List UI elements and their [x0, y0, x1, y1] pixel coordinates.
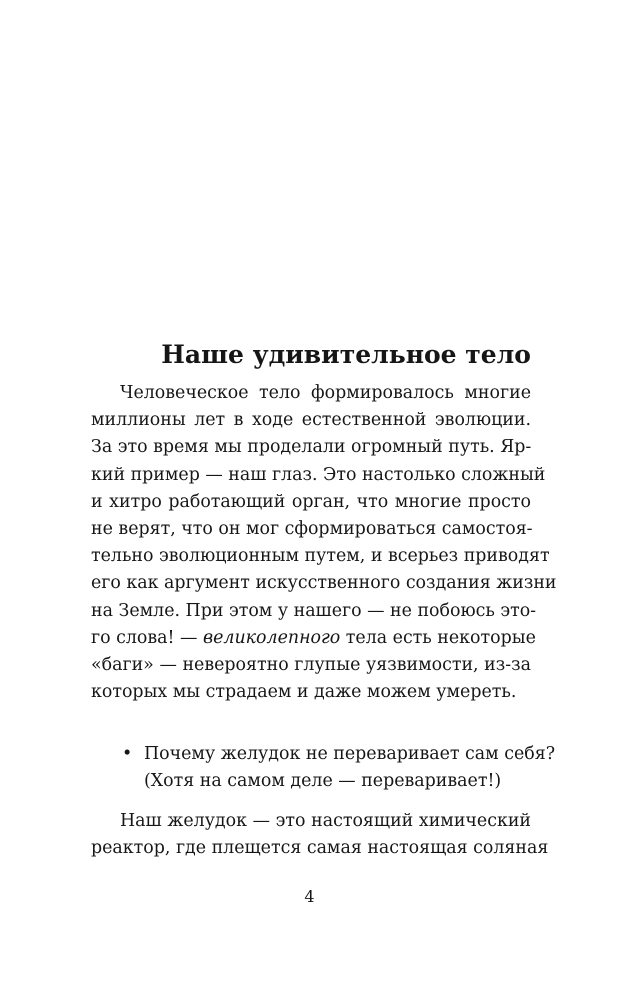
bullet-item	[91, 741, 556, 768]
bullet-item-continuation	[91, 768, 531, 795]
text-segment: го слова! —	[91, 627, 203, 648]
paragraph-stomach	[91, 808, 549, 862]
paragraph-intro	[91, 380, 557, 706]
bullet-marker: •	[122, 744, 133, 764]
text-line: и хитро работающий орган, что многие просто	[91, 491, 531, 512]
bullet-text: (Хотя на самом деле — переваривает!)	[144, 771, 502, 792]
page-number: 4	[304, 887, 315, 906]
chapter-title: Наше удивительное тело	[161, 340, 531, 369]
text-line: его как аргумент искусственного создания жизни	[91, 573, 557, 594]
bullet-text: Почему желудок не переваривает сам себя?	[144, 744, 556, 764]
text-line: которых мы страдаем и даже можем умереть.	[91, 682, 517, 703]
emphasized-word: великолепного	[202, 627, 341, 648]
text-line: Наш желудок — это настоящий химический	[120, 811, 531, 831]
bullet-list	[91, 741, 556, 795]
text-line: миллионы лет в ходе естественной эволюции.	[91, 410, 531, 431]
text-line: не верят, что он мог сформироваться самостоя-	[91, 518, 533, 539]
text-line: на Земле. При этом у нашего — не побоюсь это-	[91, 600, 537, 621]
text-line-with-emphasis	[91, 625, 536, 652]
text-line: реактор, где плещется самая настоящая соляная	[91, 838, 549, 859]
text-line: кий пример — наш глаз. Это настолько сложный	[91, 464, 546, 485]
text-line: тельно эволюционным путем, и всерьез приводят	[91, 546, 550, 567]
text-line: За это время мы проделали огромный путь. Яр-	[91, 437, 532, 458]
text-line: Человеческое тело формировалось многие	[120, 383, 531, 403]
text-line: «баги» — невероятно глупые уязвимости, из-за	[91, 654, 531, 675]
text-segment: тела есть некоторые	[340, 627, 536, 648]
